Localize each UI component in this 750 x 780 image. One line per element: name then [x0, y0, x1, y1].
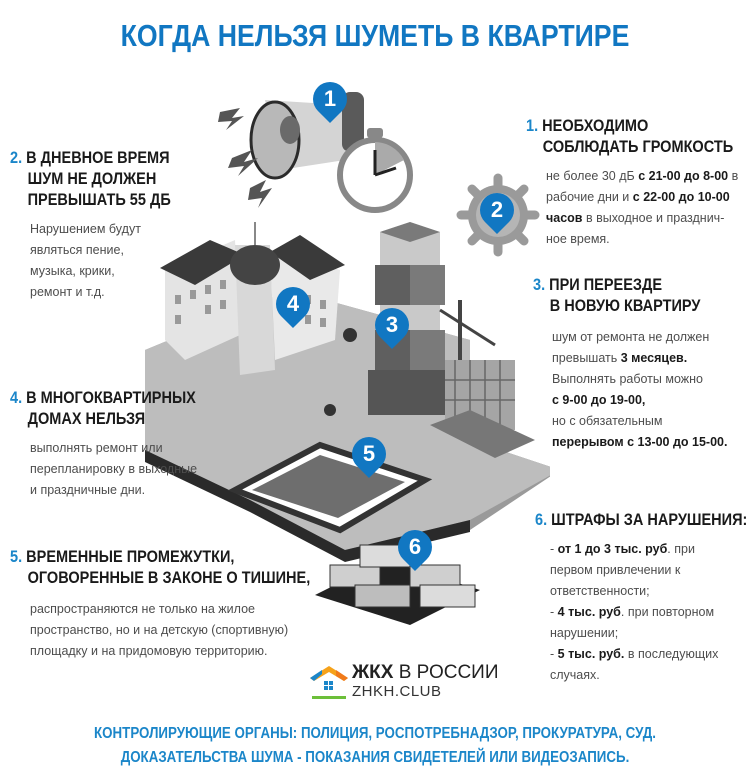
body-line: ответственности;	[550, 584, 650, 598]
body-line: с 9-00 до 19-00,	[552, 393, 646, 407]
section-heading: 6. ШТРАФЫ ЗА НАРУШЕНИЯ:	[535, 511, 748, 529]
body-line: - 5 тыс. руб. в последующих	[550, 647, 719, 661]
body-line: ремонт и т.д.	[30, 285, 105, 299]
section-body	[10, 219, 210, 303]
body-line: перепланировку в выходные	[30, 462, 198, 476]
section-4	[10, 388, 230, 501]
section-heading: 4. В МНОГОКВАРТИРНЫХ ДОМАХ НЕЛЬЗЯ	[10, 389, 196, 428]
house-logo-icon	[310, 664, 348, 700]
section-heading: 2. В ДНЕВНОЕ ВРЕМЯ ШУМ НЕ ДОЛЖЕН ПРЕВЫШАТЬ 55 ДБ	[10, 149, 171, 209]
body-line: но с обязательным	[552, 414, 663, 428]
footer-line-authorities: КОНТРОЛИРУЮЩИЕ ОРГАНЫ: ПОЛИЦИЯ, РОСПОТРЕБНАДЗОР, ПРОКУРАТУРА, СУД.	[94, 725, 656, 742]
tree-icon	[343, 328, 357, 342]
page-title: КОГДА НЕЛЬЗЯ ШУМЕТЬ В КВАРТИРЕ	[120, 18, 630, 53]
section-heading: 3. ПРИ ПЕРЕЕЗДЕ В НОВУЮ КВАРТИРУ	[533, 276, 701, 315]
body-line: распространяются не только на жилое	[30, 602, 255, 616]
section-body	[526, 166, 750, 250]
marker-pin-3: 3	[368, 301, 416, 349]
section-body	[535, 539, 750, 686]
body-line: часов в выходное и празднич-	[546, 211, 725, 225]
body-line: первом привлечении к	[550, 563, 681, 577]
section-body	[533, 327, 750, 453]
section-number: 2.	[10, 149, 23, 167]
marker-pin-4: 4	[269, 280, 317, 328]
section-heading: 5. ВРЕМЕННЫЕ ПРОМЕЖУТКИ, ОГОВОРЕННЫЕ В ЗАКОНЕ О ТИШИНЕ,	[10, 548, 311, 587]
section-number: 5.	[10, 548, 23, 566]
body-line: Нарушением будут	[30, 222, 141, 236]
body-line: и праздничные дни.	[30, 483, 146, 497]
section-number: 6.	[535, 511, 548, 529]
body-line: музыка, крики,	[30, 264, 115, 278]
logo-domain-text: ZHKH.CLUB	[352, 683, 442, 700]
section-6	[535, 510, 750, 686]
section-number: 4.	[10, 389, 23, 407]
footer-note	[53, 722, 698, 770]
section-2	[10, 148, 210, 303]
marker-pin-2: 2	[473, 186, 521, 234]
body-line: нарушении;	[550, 626, 619, 640]
body-line: случаях.	[550, 668, 600, 682]
body-line: - от 1 до 3 тыс. руб. при	[550, 542, 695, 556]
section-number: 3.	[533, 276, 546, 294]
body-line: Выполнять работы можно	[552, 372, 703, 386]
section-body	[10, 438, 230, 501]
body-line: превышать 3 месяцев.	[552, 351, 688, 365]
section-body	[10, 599, 320, 662]
body-line: ное время.	[546, 232, 610, 246]
tree-icon	[324, 404, 336, 416]
section-3	[533, 275, 750, 453]
body-line: - 4 тыс. руб. при повторном	[550, 605, 715, 619]
section-5	[10, 547, 320, 662]
marker-pin-5: 5	[345, 430, 393, 478]
section-number: 1.	[526, 117, 539, 135]
body-line: выполнять ремонт или	[30, 441, 163, 455]
body-line: являться пение,	[30, 243, 124, 257]
body-line: рабочие дни и с 22-00 до 10-00	[546, 190, 730, 204]
body-line: площадку и на придомовую территорию.	[30, 644, 268, 658]
body-line: шум от ремонта не должен	[552, 330, 710, 344]
body-line: не более 30 дБ с 21-00 до 8-00 в	[546, 169, 739, 183]
brand-logo[interactable]	[310, 662, 530, 702]
marker-pin-6: 6	[391, 523, 439, 571]
marker-pin-1: 1	[306, 75, 354, 123]
section-heading: 1. НЕОБХОДИМО СОБЛЮДАТЬ ГРОМКОСТЬ	[526, 117, 734, 156]
body-line: пространство, но и на детскую (спортивную)	[30, 623, 289, 637]
footer-line-evidence: ДОКАЗАТЕЛЬСТВА ШУМА - ПОКАЗАНИЯ СВИДЕТЕЛЕЙ ИЛИ ВИДЕОЗАПИСЬ.	[120, 749, 630, 766]
section-1	[526, 116, 750, 250]
logo-brand-text: ЖКХ В РОССИИ	[352, 662, 499, 683]
body-line: перерывом с 13-00 до 15-00.	[552, 435, 728, 449]
